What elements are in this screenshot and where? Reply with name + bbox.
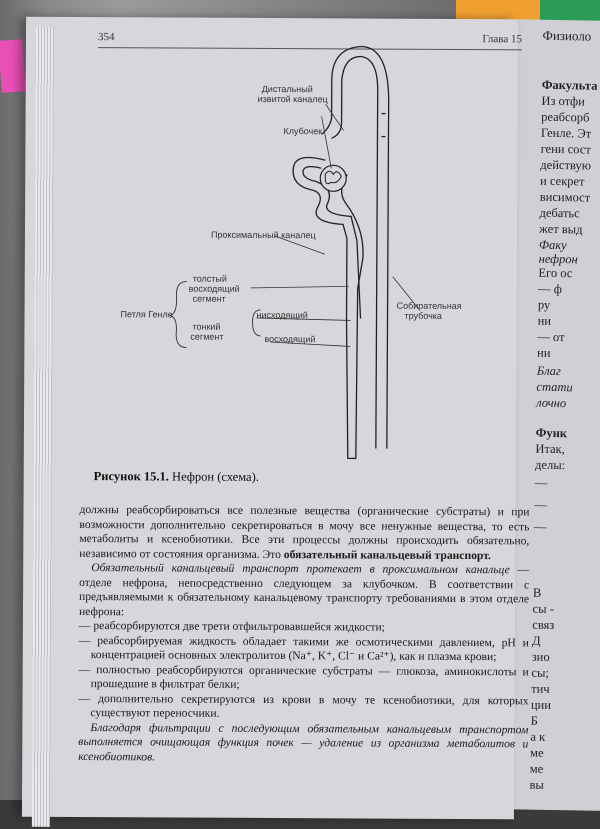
facing-line: ме xyxy=(529,761,544,776)
label-collecting-line1: Собирательная xyxy=(396,300,462,312)
facing-line: В xyxy=(532,585,542,600)
facing-line: Благ xyxy=(536,363,561,379)
caption-label: Рисунок 15.1. xyxy=(93,469,169,484)
facing-line: ме xyxy=(529,745,544,760)
facing-line: — xyxy=(533,519,547,534)
facing-line: Генле. Эт xyxy=(540,125,592,141)
facing-line: лочно xyxy=(536,395,567,411)
label-thin-line1: тонкий xyxy=(192,321,221,332)
facing-line: ни xyxy=(536,345,551,360)
facing-line: сы; xyxy=(531,665,550,680)
paragraph-2-text: — отделе нефрона, непосредственно следующем за клубочком. В соответствии с предъявляемыми к обязательному канальцевому транспорту требованиями в этом отделе нефрона: xyxy=(78,563,530,618)
list-item: — реабсорбируются две трети отфильтровавшейся жидкости; xyxy=(78,619,385,634)
figure-caption xyxy=(94,469,259,485)
caption-text: Нефрон (схема). xyxy=(172,469,259,484)
collecting-duct-marks xyxy=(381,114,385,137)
facing-line: делы: xyxy=(535,457,566,473)
facing-line: — ф xyxy=(538,281,563,297)
nephron-diagram xyxy=(24,17,518,470)
paragraph-3: Благодаря фильтрации с последующим обязательным канальцевым транспортом выполняется очищающая функция почек — удаление из организма метаболитов и ксенобиотиков. xyxy=(78,720,529,763)
paragraph-1-text: должны реабсорбироваться все полезные вещества (органические субстраты) и при возможности дополнительно секретироваться в мочу все ненужные вещества, то есть метаболиты и ксенобиотики. Все эти процессы должны происходить обязательно, независимо от состояния организма. Это xyxy=(79,503,530,561)
facing-line: зио xyxy=(531,649,550,664)
facing-line: Функ xyxy=(535,425,568,441)
chapter-label: Глава 15 xyxy=(482,33,523,46)
facing-line: — от xyxy=(537,329,565,345)
facing-line: Его ос xyxy=(538,265,573,281)
facing-line: реабсорб xyxy=(541,109,590,125)
paragraph-1-bold: обязательный канальцевый транспорт. xyxy=(283,547,492,562)
paragraph-2 xyxy=(79,561,529,621)
paragraph-1 xyxy=(79,503,529,563)
facing-line: ру xyxy=(537,297,551,312)
facing-line: висимост xyxy=(539,189,591,205)
collecting-duct xyxy=(376,91,389,449)
distal-tubule xyxy=(331,56,377,138)
label-thin-line2: сегмент xyxy=(190,331,224,342)
label-loop-of-henle: Петля Генле xyxy=(120,309,173,320)
label-ascending: восходящий xyxy=(264,333,316,345)
facing-line: Факульта xyxy=(541,77,598,93)
facing-line: ции xyxy=(530,697,552,712)
facing-line: — xyxy=(534,497,548,512)
label-descending: нисходящий xyxy=(256,309,308,321)
label-thick-line1: толстый xyxy=(192,273,227,284)
facing-line: а к xyxy=(530,729,546,744)
facing-line: Факу xyxy=(538,237,567,253)
sticky-note-pink xyxy=(0,39,26,93)
nephron-tubule xyxy=(292,46,389,458)
facing-line: действую xyxy=(540,157,592,173)
label-collecting-line2: трубочка xyxy=(404,310,442,321)
body-text xyxy=(78,503,529,766)
facing-line: дебатьс xyxy=(539,205,580,221)
facing-line: Б xyxy=(530,713,538,728)
facing-line: нефрон xyxy=(538,251,578,267)
book-page xyxy=(22,17,530,820)
list-item: — полностью реабсорбируются органические субстраты — глюкоза, аминокислоты и прошедшие в фильтрат белки; xyxy=(78,662,529,691)
list-item: — дополнительно секретируются из крови в мочу те ксенобиотики, для которых существуют переносчики. xyxy=(78,691,529,720)
loop-brace xyxy=(170,281,186,347)
label-proximal: Проксимальный каналец xyxy=(210,229,316,241)
facing-line: гени сост xyxy=(540,141,591,157)
label-thick-line2: восходящий xyxy=(188,283,240,294)
facing-line: ни xyxy=(537,313,552,328)
facing-line: Д xyxy=(531,633,541,648)
glomerulus-capsule xyxy=(320,165,346,191)
facing-line: и секрет xyxy=(539,173,585,189)
list-item: — реабсорбируемая жидкость обладает такими же осмотическими давлением, pH и концентрацией основных электролитов (Na⁺, K⁺, Cl⁻ и Ca²⁺), как и плазма крови; xyxy=(78,633,529,664)
label-glomerulus: Клубочек xyxy=(283,126,323,137)
facing-line: Физиоло xyxy=(542,27,592,44)
paragraph-2-italic: Обязательный канальцевый транспорт протекает в проксимальном канальце xyxy=(91,561,510,577)
facing-line: — xyxy=(534,475,548,490)
label-distal-line1: Дистальный xyxy=(261,83,313,95)
facing-line: стати xyxy=(536,379,573,395)
facing-line: жет выд xyxy=(539,221,583,237)
facing-line: связ xyxy=(532,617,555,633)
distal-tubule-outer xyxy=(321,46,388,134)
facing-line: тич xyxy=(531,681,550,696)
facing-line: Из отфи xyxy=(541,93,586,109)
label-thick-line3: сегмент xyxy=(192,293,226,304)
label-distal-line2: извитой каналец xyxy=(257,93,328,105)
page-number: 354 xyxy=(97,31,115,44)
facing-line: сы - xyxy=(532,601,554,617)
facing-line: Итак, xyxy=(535,441,565,457)
facing-line: вы xyxy=(529,777,544,792)
